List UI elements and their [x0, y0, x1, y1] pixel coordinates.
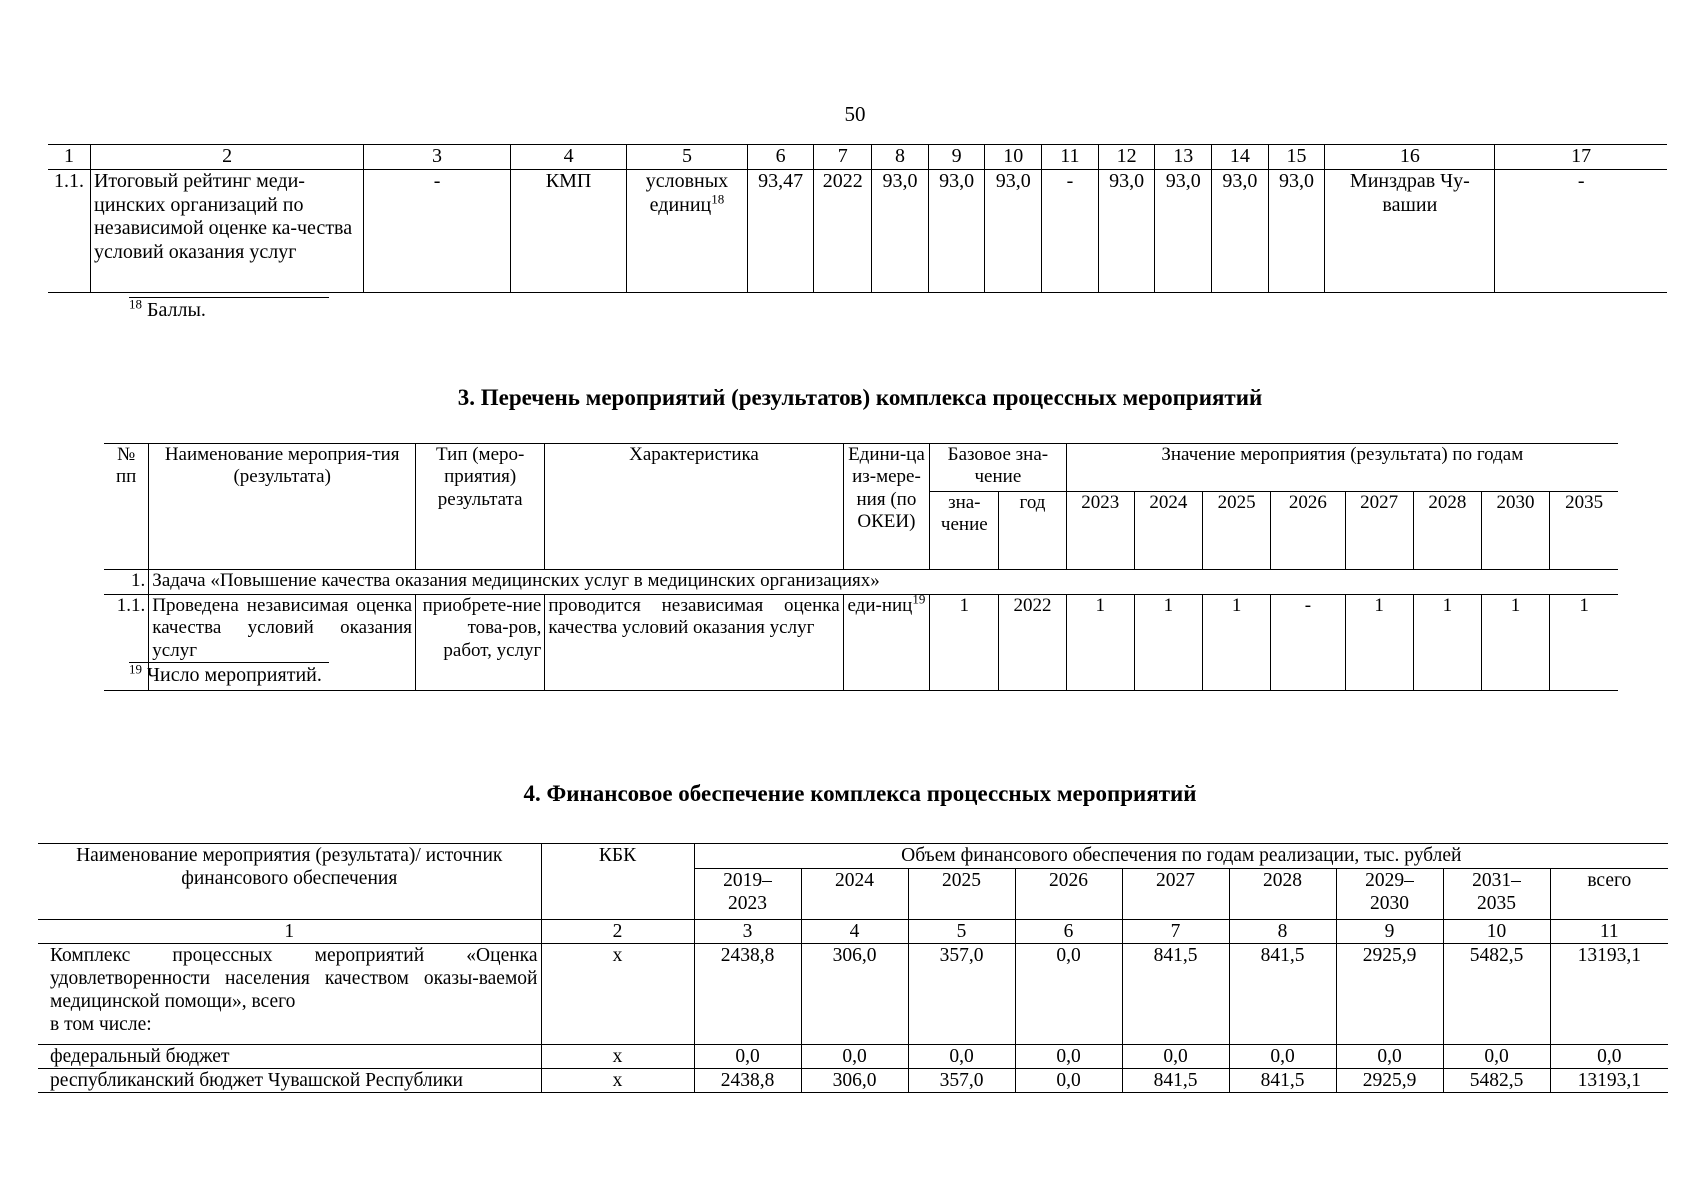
cell-value: КМП — [510, 170, 626, 293]
cell-value: 2438,8 — [694, 944, 801, 1045]
column-number: 5 — [908, 920, 1015, 944]
column-number: 17 — [1495, 145, 1667, 170]
column-number: 16 — [1325, 145, 1495, 170]
column-number: 4 — [510, 145, 626, 170]
complex-name-cell — [38, 944, 541, 1045]
table-row — [38, 1069, 1668, 1093]
activities-table — [104, 443, 1618, 691]
cell-value: - — [1042, 170, 1099, 293]
header-period: 2029–2030 — [1336, 869, 1443, 920]
cell-value: 93,0 — [1098, 170, 1155, 293]
column-number: 3 — [364, 145, 511, 170]
header-values-by-year: Значение мероприятия (результата) по годам — [1066, 444, 1618, 492]
header-year: 2030 — [1481, 492, 1549, 570]
cell-value: 306,0 — [801, 944, 908, 1045]
header-num: № пп — [104, 444, 149, 570]
column-number: 10 — [985, 145, 1042, 170]
cell-value: 93,0 — [985, 170, 1042, 293]
column-number: 15 — [1268, 145, 1325, 170]
cell-value: 5482,5 — [1443, 1069, 1550, 1093]
column-number: 1 — [48, 145, 90, 170]
kbk-value: х — [541, 1069, 694, 1093]
cell-value: 0,0 — [1015, 1045, 1122, 1069]
page-number: 50 — [844, 102, 866, 126]
column-number: 11 — [1042, 145, 1099, 170]
cell-value: - — [1495, 170, 1667, 293]
column-number: 14 — [1212, 145, 1269, 170]
column-number: 12 — [1098, 145, 1155, 170]
cell-value: 0,0 — [694, 1045, 801, 1069]
column-number: 4 — [801, 920, 908, 944]
cell-value: 2022 — [814, 170, 872, 293]
header-volume: Объем финансового обеспечения по годам реализации, тыс. рублей — [694, 844, 1668, 869]
row-number: 1.1. — [104, 595, 149, 691]
column-number: 2 — [541, 920, 694, 944]
cell-value: 0,0 — [1336, 1045, 1443, 1069]
header-year: 2023 — [1066, 492, 1134, 570]
cell-value: 0,0 — [1015, 944, 1122, 1045]
cell-value: - — [364, 170, 511, 293]
kbk-value: х — [541, 1045, 694, 1069]
cell-value: 2022 — [999, 595, 1066, 691]
cell-value: 5482,5 — [1443, 944, 1550, 1045]
cell-value: 306,0 — [801, 1069, 908, 1093]
column-number: 1 — [38, 920, 541, 944]
cell-value: 841,5 — [1229, 944, 1336, 1045]
column-number: 8 — [1229, 920, 1336, 944]
cell-value: 2925,9 — [1336, 1069, 1443, 1093]
cell-value: - — [1271, 595, 1345, 691]
financing-table — [38, 843, 1668, 1093]
header-period: 2028 — [1229, 869, 1336, 920]
table-row — [48, 170, 1667, 293]
header-type: Тип (меро-приятия) результата — [416, 444, 545, 570]
cell-value: 1 — [1413, 595, 1481, 691]
cell-value: 841,5 — [1122, 1069, 1229, 1093]
header-unit: Едини-ца из-мере-ния (по ОКЕИ) — [843, 444, 930, 570]
cell-value: 1 — [1203, 595, 1271, 691]
column-number: 7 — [1122, 920, 1229, 944]
cell-value: 13193,1 — [1550, 944, 1668, 1045]
section-4-title: 4. Финансовое обеспечение комплекса процессных мероприятий — [523, 781, 1197, 806]
header-period: 2026 — [1015, 869, 1122, 920]
cell-value: 93,0 — [1268, 170, 1325, 293]
cell-value: 93,0 — [928, 170, 985, 293]
footnote-text — [129, 296, 206, 322]
cell-value: 1 — [1345, 595, 1413, 691]
cell-value: 841,5 — [1122, 944, 1229, 1045]
footnote-ref: 19 — [912, 591, 926, 607]
header-kbk: КБК — [541, 844, 694, 920]
unit-cell — [627, 170, 747, 293]
source-name: республиканский бюджет Чувашской Республики — [38, 1069, 541, 1093]
complex-name: Комплекс процессных мероприятий «Оценка удовлетворенности населения качеством оказы-ваемой медицинской помощи», всего — [50, 945, 538, 1012]
footnote-body: Баллы. — [142, 299, 206, 321]
cell-value: 93,0 — [872, 170, 929, 293]
footnote-mark: 18 — [129, 296, 142, 312]
cell-value: 0,0 — [801, 1045, 908, 1069]
header-period: 2024 — [801, 869, 908, 920]
column-number: 8 — [872, 145, 929, 170]
header-year: 2026 — [1271, 492, 1345, 570]
header-year: 2025 — [1203, 492, 1271, 570]
table-row — [38, 944, 1668, 1045]
kbk-value: х — [541, 944, 694, 1045]
header-period: 2025 — [908, 869, 1015, 920]
column-number: 6 — [1015, 920, 1122, 944]
complex-name-extra: в том числе: — [50, 1014, 152, 1035]
cell-value: 0,0 — [1550, 1045, 1668, 1069]
cell-value: 0,0 — [1122, 1045, 1229, 1069]
task-number: 1. — [104, 570, 149, 595]
header-year: 2035 — [1550, 492, 1618, 570]
cell-value: 357,0 — [908, 1069, 1015, 1093]
cell-value: 841,5 — [1229, 1069, 1336, 1093]
header-characteristic: Характеристика — [545, 444, 843, 570]
header-name: Наименование мероприя-тия (результата) — [149, 444, 416, 570]
cell-value: 93,0 — [1155, 170, 1212, 293]
header-year: 2027 — [1345, 492, 1413, 570]
column-number: 9 — [1336, 920, 1443, 944]
task-text: Задача «Повышение качества оказания медицинских услуг в медицинских организациях» — [149, 570, 1618, 595]
source-name: федеральный бюджет — [38, 1045, 541, 1069]
task-row — [104, 570, 1618, 595]
header-year: 2024 — [1134, 492, 1202, 570]
cell-value: 1 — [1481, 595, 1549, 691]
column-number: 2 — [90, 145, 363, 170]
header-period: 2031–2035 — [1443, 869, 1550, 920]
cell-value: 1 — [1134, 595, 1202, 691]
section-3-title: 3. Перечень мероприятий (результатов) комплекса процессных мероприятий — [457, 385, 1263, 410]
cell-value: 93,47 — [747, 170, 814, 293]
header-base-value: зна-чение — [930, 492, 999, 570]
header-base-year: год — [999, 492, 1066, 570]
cell-value: 0,0 — [1229, 1045, 1336, 1069]
cell-value: 13193,1 — [1550, 1069, 1668, 1093]
unit-cell — [843, 591, 930, 691]
header-period: всего — [1550, 869, 1668, 920]
column-number: 3 — [694, 920, 801, 944]
column-number: 6 — [747, 145, 814, 170]
cell-value: 357,0 — [908, 944, 1015, 1045]
table-header-row — [104, 444, 1618, 492]
header-period: 2019–2023 — [694, 869, 801, 920]
cell-value: 93,0 — [1212, 170, 1269, 293]
footnote-rule — [129, 297, 329, 298]
cell-value: 2438,8 — [694, 1069, 801, 1093]
column-number: 10 — [1443, 920, 1550, 944]
row-number: 1.1. — [48, 170, 90, 293]
column-number: 11 — [1550, 920, 1668, 944]
activity-type: приобрете-ние това-ров, работ, услуг — [416, 595, 545, 691]
footnote-rule — [129, 662, 329, 663]
table-row — [104, 595, 1618, 691]
column-number: 5 — [627, 145, 747, 170]
column-number: 13 — [1155, 145, 1212, 170]
column-numbers-row — [38, 920, 1668, 944]
footnote-text — [129, 661, 322, 687]
footnote-mark: 19 — [129, 661, 142, 677]
column-number: 9 — [928, 145, 985, 170]
header-period: 2027 — [1122, 869, 1229, 920]
indicator-name: Итоговый рейтинг меди-цинских организаций по независимой оценке ка-чества условий оказания услуг — [90, 170, 363, 293]
column-number: 7 — [814, 145, 872, 170]
cell-value: 2925,9 — [1336, 944, 1443, 1045]
cell-value: 0,0 — [1015, 1069, 1122, 1093]
footnote-ref: 18 — [711, 190, 725, 206]
responsible-cell: Минздрав Чу-вашии — [1325, 170, 1495, 293]
table-header-row — [38, 844, 1668, 869]
unit-text: условных единиц — [645, 170, 729, 216]
cell-value: 0,0 — [1443, 1045, 1550, 1069]
footnote-body: Число мероприятий. — [142, 664, 322, 686]
cell-value: 1 — [1550, 595, 1618, 691]
cell-value: 1 — [930, 595, 999, 691]
activity-name: Проведена независимая оценка качества условий оказания услуг — [149, 595, 416, 691]
unit-text: еди-ниц — [847, 595, 913, 616]
table-header-row — [48, 145, 1667, 170]
cell-value: 0,0 — [908, 1045, 1015, 1069]
header-year: 2028 — [1413, 492, 1481, 570]
activity-characteristic: проводится независимая оценка качества условий оказания услуг — [545, 595, 843, 691]
cell-value: 1 — [1066, 595, 1134, 691]
indicators-table — [48, 144, 1667, 293]
header-base: Базовое зна-чение — [930, 444, 1066, 492]
header-name: Наименование мероприятия (результата)/ источник финансового обеспечения — [38, 844, 541, 920]
table-row — [38, 1045, 1668, 1069]
